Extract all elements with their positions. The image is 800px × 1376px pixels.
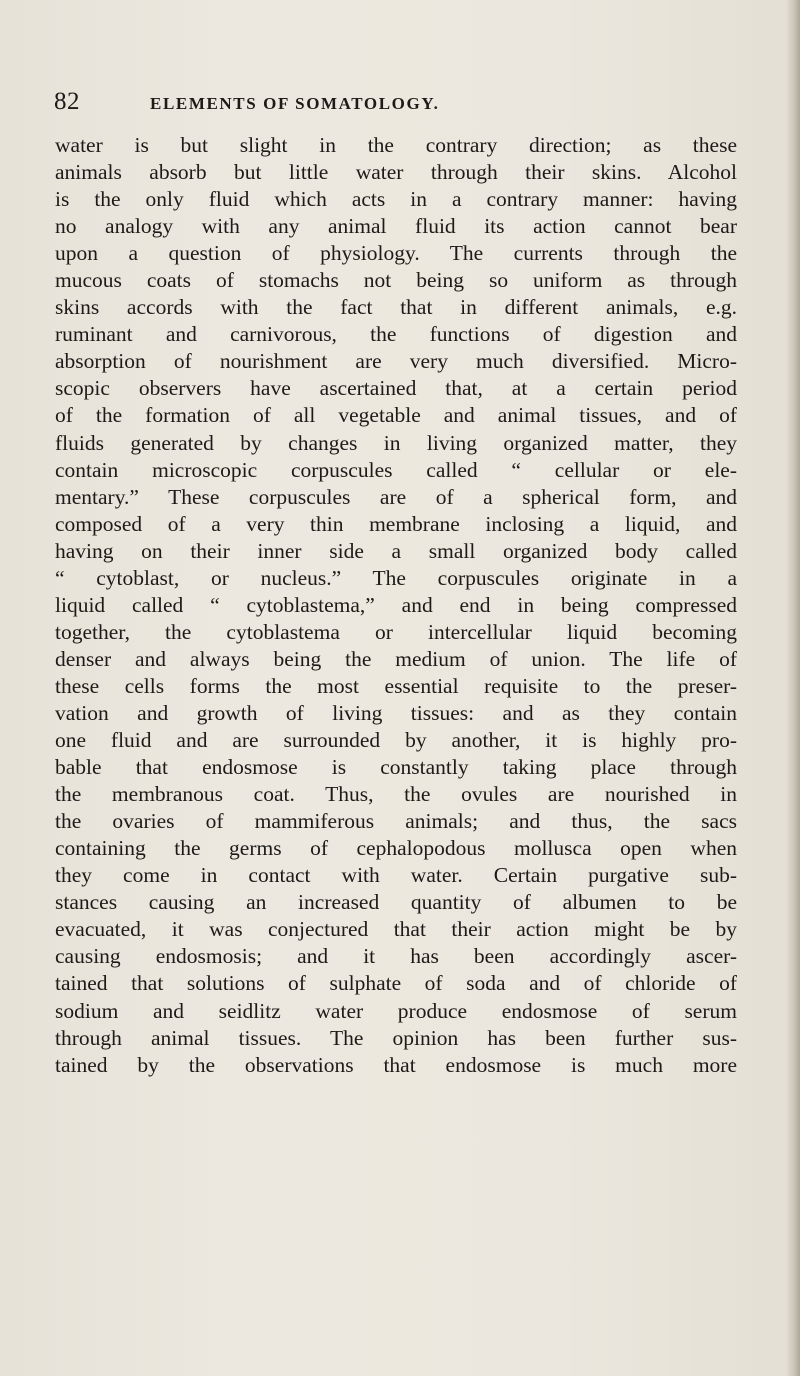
text-line: these cells forms the most essential requisite to the preser-: [55, 673, 737, 698]
text-line: tained that solutions of sulphate of soda and of chloride of: [55, 971, 737, 996]
text-line: causing endosmosis; and it has been accordingly ascer-: [55, 944, 737, 969]
text-line: vation and growth of living tissues: and as they contain: [55, 700, 737, 725]
text-line: fluids generated by changes in living organized matter, they: [55, 430, 737, 455]
text-line: contain microscopic corpuscules called “ cellular or ele-: [55, 457, 737, 482]
text-line: animals absorb but little water through their skins. Alcohol: [55, 160, 737, 185]
text-line: through animal tissues. The opinion has been further sus-: [55, 1025, 737, 1050]
text-line: they come in contact with water. Certain purgative sub-: [55, 863, 737, 888]
text-line: mucous coats of stomachs not being so uniform as through: [55, 268, 737, 293]
text-line: having on their inner side a small organized body called: [55, 538, 737, 563]
text-line: upon a question of physiology. The currents through the: [55, 241, 737, 266]
text-line: bable that endosmose is constantly taking place through: [55, 755, 737, 780]
text-line: the ovaries of mammiferous animals; and thus, the sacs: [55, 809, 737, 834]
text-line: evacuated, it was conjectured that their action might be by: [55, 917, 737, 942]
text-line: “ cytoblast, or nucleus.” The corpuscules originate in a: [55, 565, 737, 590]
running-head: ELEMENTS OF SOMATOLOGY.: [150, 94, 440, 113]
text-line: composed of a very thin membrane inclosing a liquid, and: [55, 511, 737, 536]
text-line: together, the cytoblastema or intercellular liquid becoming: [55, 619, 737, 644]
text-line: stances causing an increased quantity of albumen to be: [55, 890, 737, 915]
text-line: tained by the observations that endosmose is much more: [55, 1052, 737, 1077]
text-line: no analogy with any animal fluid its action cannot bear: [55, 214, 737, 239]
text-line: the membranous coat. Thus, the ovules are nourished in: [55, 782, 737, 807]
page-edge-shadow: [786, 0, 800, 1376]
text-line: containing the germs of cephalopodous mollusca open when: [55, 836, 737, 861]
text-line: mentary.” These corpuscules are of a spherical form, and: [55, 484, 737, 509]
body-text: [55, 132, 737, 1079]
text-line: water is but slight in the contrary direction; as these: [55, 133, 737, 157]
text-line: skins accords with the fact that in different animals, e.g.: [55, 295, 737, 320]
text-line: ruminant and carnivorous, the functions of digestion and: [55, 322, 737, 347]
page-number: 82: [54, 88, 80, 115]
text-line: absorption of nourishment are very much diversified. Micro-: [55, 349, 737, 374]
text-line: of the formation of all vegetable and animal tissues, and of: [55, 403, 737, 428]
text-line: scopic observers have ascertained that, at a certain period: [55, 376, 737, 401]
text-line: is the only fluid which acts in a contrary manner: having: [55, 187, 737, 212]
text-line: one fluid and are surrounded by another, it is highly pro-: [55, 728, 737, 753]
text-line: sodium and seidlitz water produce endosmose of serum: [55, 998, 737, 1023]
text-line: denser and always being the medium of union. The life of: [55, 646, 737, 671]
text-line: liquid called “ cytoblastema,” and end in being compressed: [55, 592, 737, 617]
page-header: [54, 88, 734, 118]
